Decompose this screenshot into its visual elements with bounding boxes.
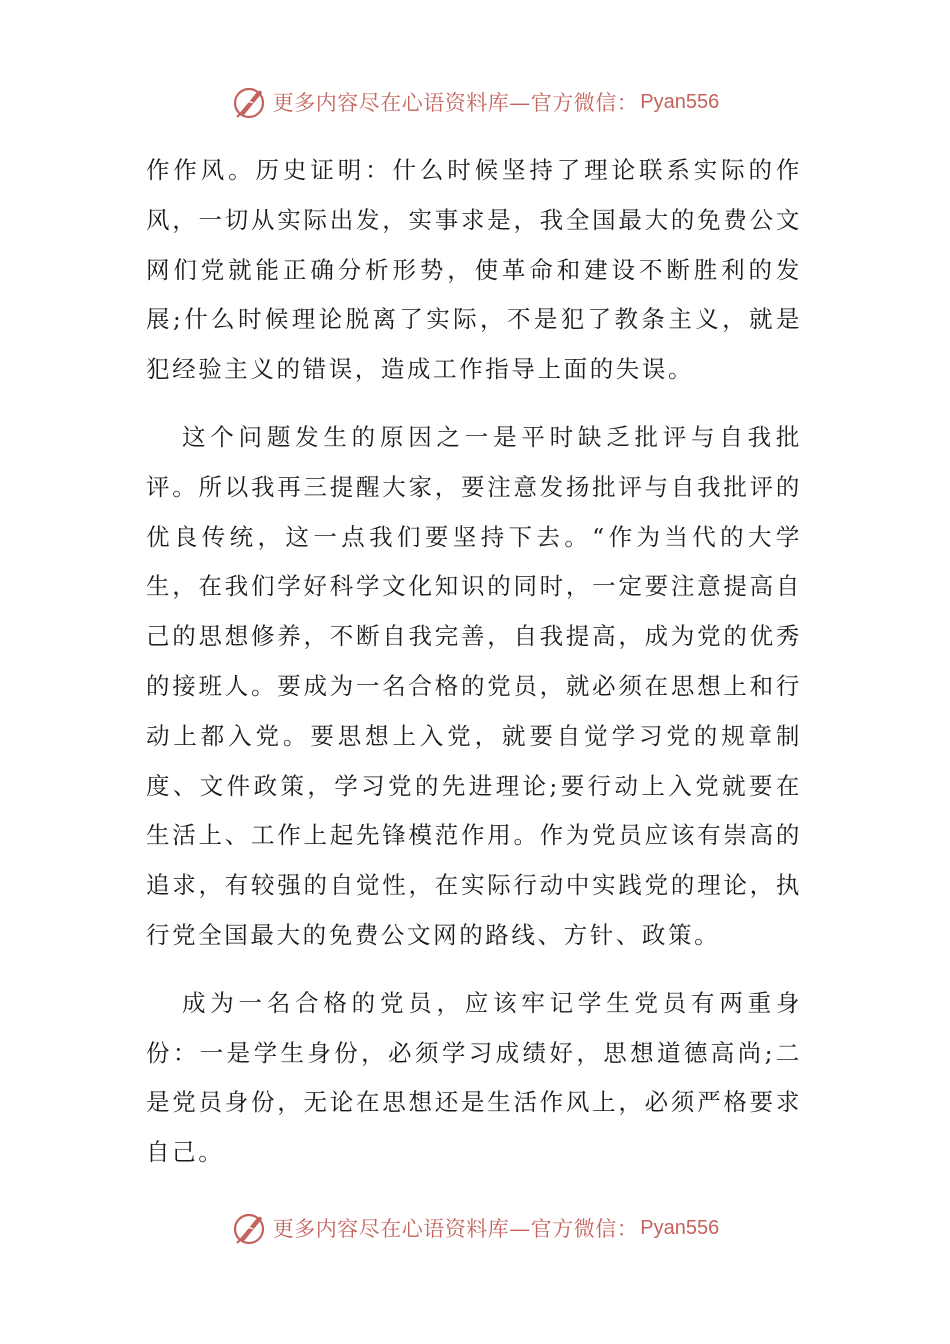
- paragraph-2: 这个问题发生的原因之一是平时缺乏批评与自我批评。所以我再三提醒大家，要注意发扬批评与自我批评的优良传统，这一点我们要坚持下去。“作为当代的大学生，在我们学好科学文化知识的同时，一定要注意提高自己的思想修养，不断自我完善，自我提高，成为党的优秀的接班人。要成为一名合格的党员，就必须在思想上和行动上都入党。要思想上入党，就要自觉学习党的规章制度、文件政策，学习党的先进理论;要行动上入党就要在生活上、工作上起先锋模范作用。作为党员应该有崇高的追求，有较强的自觉性，在实际行动中实践党的理论，执行党全国最大的免费公文网的路线、方针、政策。: [146, 422, 802, 949]
- paragraph-3: 成为一名合格的党员，应该牢记学生党员有两重身份：一是学生身份，必须学习成绩好，思想道德高尚;二是党员身份，无论在思想还是生活作风上，必须严格要求自己。: [146, 988, 802, 1167]
- header-watermark: [0, 82, 950, 122]
- watermark-wechat-id: Pyan556: [640, 1216, 720, 1239]
- document-body: [146, 146, 802, 1196]
- footer-watermark: [0, 1208, 950, 1248]
- quill-pen-logo-icon: [231, 84, 267, 120]
- paragraph-1: 作作风。历史证明：什么时候坚持了理论联系实际的作风，一切从实际出发，实事求是，我全国最大的免费公文网们党就能正确分析形势，使革命和建设不断胜利的发展;什么时候理论脱离了实际，不是犯了教条主义，就是犯经验主义的错误，造成工作指导上面的失误。: [146, 156, 802, 384]
- quill-pen-logo-icon: [231, 1210, 267, 1246]
- watermark-text: 更多内容尽在心语资料库—官方微信：: [272, 1217, 639, 1241]
- watermark-wechat-id: Pyan556: [640, 90, 720, 113]
- watermark-text: 更多内容尽在心语资料库—官方微信：: [272, 91, 639, 115]
